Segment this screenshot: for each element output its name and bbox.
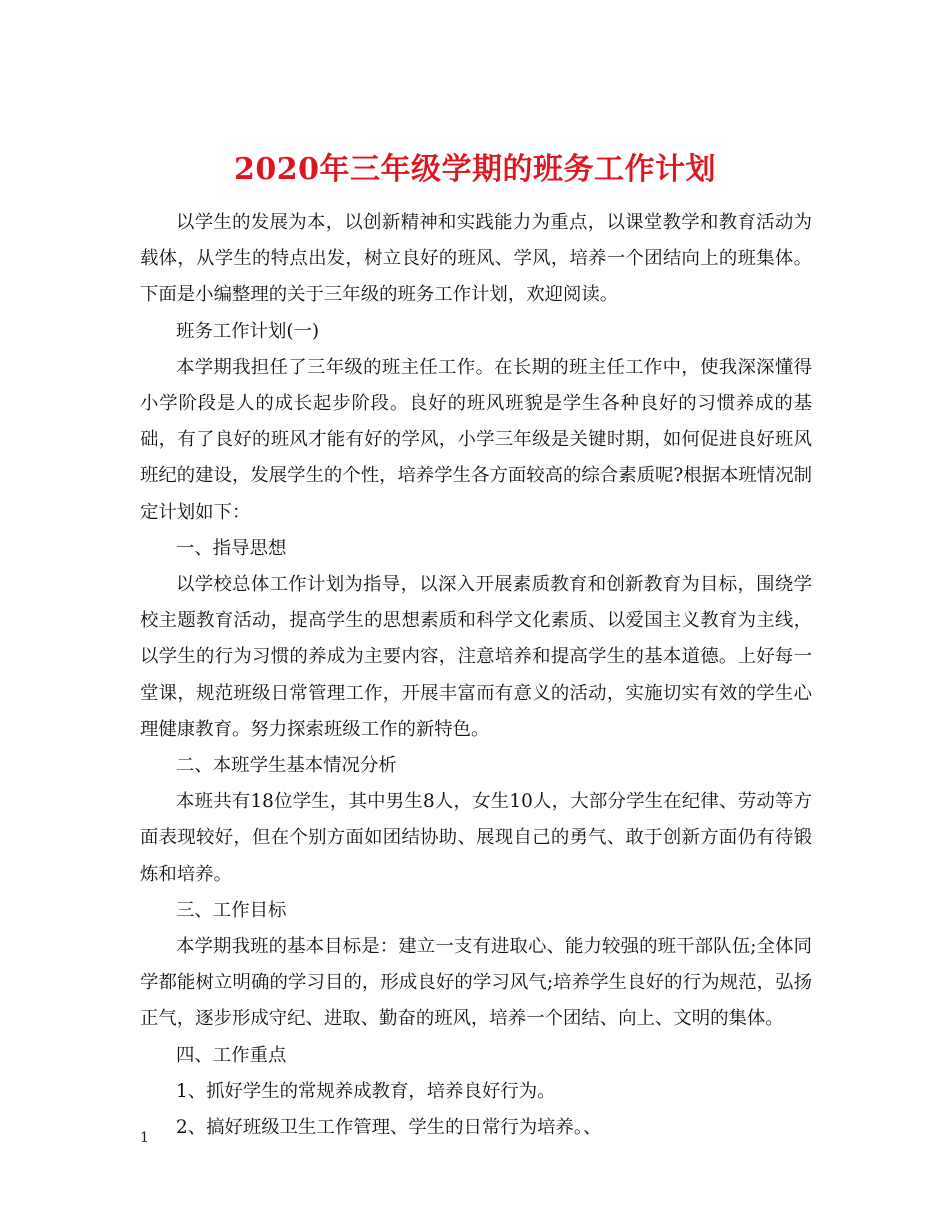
paragraph-work-goals: 本学期我班的基本目标是：建立一支有进取心、能力较强的班干部队伍;全体同学都能树立明确的学习目的，形成良好的学习风气;培养学生良好的行为规范，弘扬正气，逐步形成守纪、进取、勤奋的班风，培养一个团结、向上、文明的集体。 [140,936,812,1030]
paragraph-guiding-thought: 以学校总体工作计划为指导，以深入开展素质教育和创新教育为目标，围绕学校主题教育活动，提高学生的思想素质和科学文化素质、以爱国主义教育为主线，以学生的行为习惯的养成为主要内容，注意培养和提高学生的基本道德。上好每一堂课，规范班级日常管理工作，开展丰富而有意义的活动，实施切实有效的学生心理健康教育。努力探索班级工作的新特色。 [140,574,812,740]
heading-plan-one: 班务工作计划(一) [176,320,320,342]
document-title: 2020年三年级学期的班务工作计划 [234,152,716,188]
list-item-focus-2: 2、搞好班级卫生工作管理、学生的日常行为培养。、 [176,1117,602,1139]
heading-work-goals: 三、工作目标 [176,899,287,921]
paragraph-class-analysis: 本班共有18位学生，其中男生8人，女生10人，大部分学生在纪律、劳动等方面表现较好，但在个别方面如团结协助、展现自己的勇气、敢于创新方面仍有待锻炼和培养。 [140,791,812,885]
list-item-focus-1: 1、抓好学生的常规养成教育，培养良好行为。 [176,1080,556,1102]
heading-guiding-thought: 一、指导思想 [176,537,287,559]
heading-work-focus: 四、工作重点 [176,1044,287,1066]
paragraph-intro: 以学生的发展为本，以创新精神和实践能力为重点，以课堂教学和教育活动为载体，从学生的特点出发，树立良好的班风、学风，培养一个团结向上的班集体。下面是小编整理的关于三年级的班务工作计划，欢迎阅读。 [140,212,812,306]
page-number: 1 [140,1130,149,1146]
paragraph-plan-overview: 本学期我担任了三年级的班主任工作。在长期的班主任工作中，使我深深懂得小学阶段是人的成长起步阶段。良好的班风班貌是学生各种良好的习惯养成的基础，有了良好的班风才能有好的学风，小学三年级是关键时期，如何促进良好班风班纪的建设，发展学生的个性，培养学生各方面较高的综合素质呢?根据本班情况制定计划如下： [140,356,812,523]
document-body [140,205,812,1146]
heading-class-analysis: 二、本班学生基本情况分析 [176,755,397,777]
